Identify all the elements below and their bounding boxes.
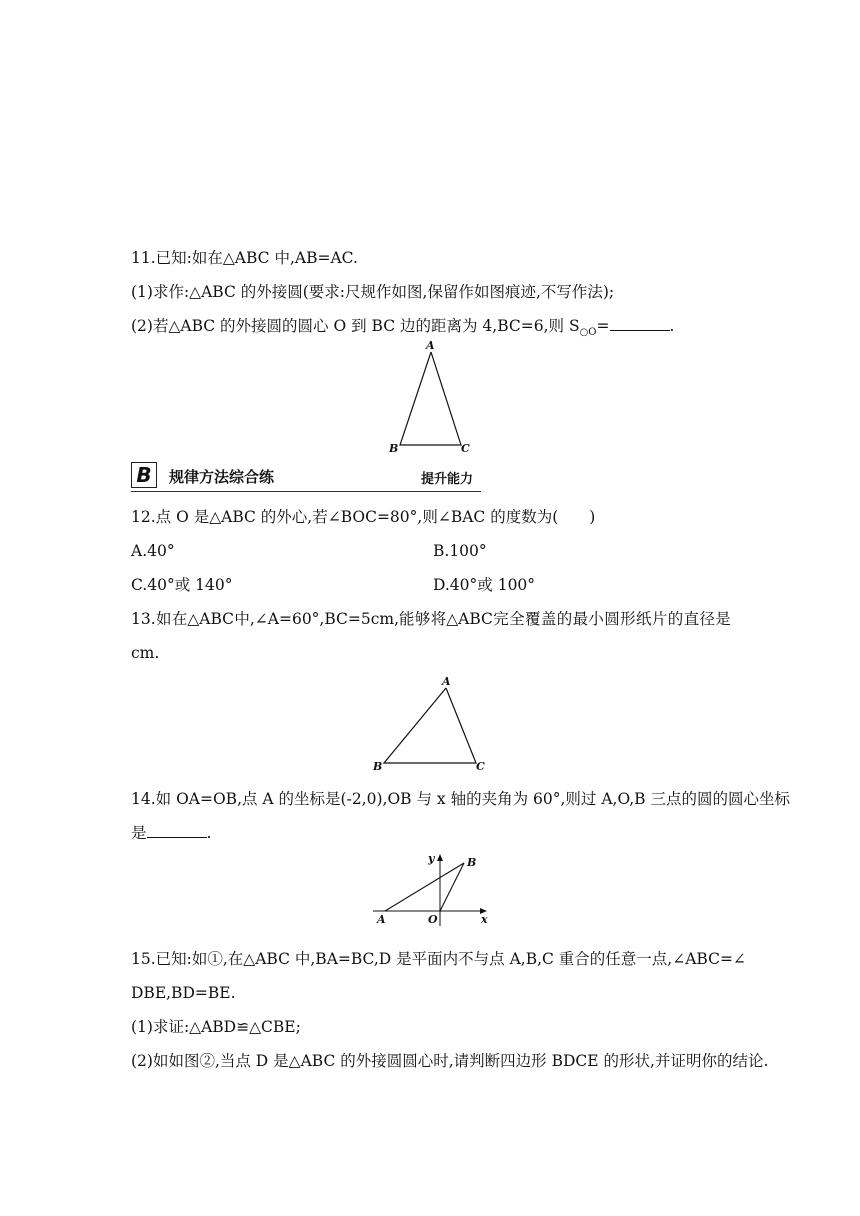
q14-y-arrow [437, 854, 443, 861]
q14-stem-end-period: . [206, 824, 212, 842]
q12-stem: 12.点 O 是△ABC 的外心,若∠BOC=80°,则∠BAC 的度数为( ) [131, 508, 596, 526]
q11-part2-text: (2)若△ABC 的外接圆的圆心 O 到 BC 边的距离为 4,BC=6,则 S [131, 317, 580, 335]
q12-option-c: C.40°或 140° [131, 576, 233, 594]
q13-word: 的 [667, 610, 684, 628]
q13-word: 小 [588, 610, 604, 628]
q13-word: 盖 [540, 610, 557, 628]
q12-option-d: D.40°或 100° [433, 576, 536, 594]
q11-stem: 11.已知:如在△ABC 中,AB=AC. [131, 249, 358, 267]
section-banner [131, 460, 481, 492]
q12-option-a: A.40° [131, 542, 175, 560]
q11-part2-end: . [669, 317, 675, 335]
q13-word: 圆 [604, 610, 620, 628]
q13-label-c: C [476, 760, 485, 773]
section-badge: B [131, 462, 157, 488]
q14-label-y: y [428, 852, 435, 865]
q13-label-b: B [373, 760, 383, 773]
q15-stem-cont: DBE,BD=BE. [131, 984, 236, 1002]
q11-label-c: C [461, 442, 470, 455]
q13-word: 片 [651, 610, 668, 628]
q13-word: 将△ABC [430, 610, 493, 628]
q13-triangle [384, 688, 476, 763]
q13-label-a: A [442, 675, 451, 688]
q13-word: 全 [509, 610, 525, 628]
q13-word: 是 [715, 610, 731, 628]
q14-stem-end-text: 是 [131, 824, 147, 842]
q12-option-b: B.100° [433, 542, 487, 560]
q11-label-b: B [389, 442, 399, 455]
q14-label-a: A [377, 913, 386, 926]
q14-stem-end [131, 823, 211, 843]
section-title: 规律方法综合练 [169, 468, 275, 486]
q13-word: 中,∠A=60°,BC=5cm,能 [234, 610, 415, 628]
answer-blank [610, 316, 670, 331]
q13-word: 如 [156, 610, 172, 628]
q13-word: 形 [620, 610, 636, 628]
q14-label-b: B [467, 856, 477, 869]
q11-triangle [400, 352, 461, 445]
q11-part2-sub: ○O [579, 327, 597, 339]
q11-part2-eq: = [596, 317, 610, 335]
section-subtitle: 提升能力 [421, 472, 474, 487]
q13-word: 最 [572, 610, 589, 628]
q15-part2: (2)如如图②,当点 D 是△ABC 的外接圆圆心时,请判断四边形 BDCE 的形状,并证明你的结论. [131, 1052, 769, 1070]
q13-word: 覆 [524, 610, 541, 628]
q13-word: 的 [556, 610, 573, 628]
q13-word: 完 [493, 610, 509, 628]
q13-word: 直 [683, 610, 700, 628]
q13-word: 够 [414, 610, 431, 628]
q13-word: 纸 [636, 610, 652, 628]
q14-stem: 14.如 OA=OB,点 A 的坐标是(-2,0),OB 与 x 轴的夹角为 60°,则过 A,O,B 三点的圆的圆心坐标 [131, 790, 790, 808]
answer-blank [147, 823, 207, 838]
q15-stem: 15.已知:如①,在△ABC 中,BA=BC,D 是平面内不与点 A,B,C 重合的任意一点,∠ABC=∠ [131, 950, 746, 968]
q13-word: 13. [131, 610, 156, 628]
q11-triangle-figure [385, 338, 485, 458]
q15-part1: (1)求证:△ABD≌△CBE; [131, 1018, 301, 1036]
section-divider [131, 491, 481, 492]
q13-stem-end: cm. [131, 644, 160, 662]
q11-label-a: A [426, 339, 435, 352]
q11-part1: (1)求作:△ABC 的外接圆(要求:尺规作如图,保留作如图痕迹,不写作法); [131, 283, 615, 301]
q14-label-x: x [481, 913, 488, 926]
q13-word: 在△ABC [171, 610, 235, 628]
q13-stem [131, 609, 731, 629]
q13-word: 径 [699, 610, 715, 628]
q14-label-o: O [428, 913, 438, 926]
q14-coordinate-figure [365, 850, 495, 930]
q13-triangle-figure [370, 672, 500, 782]
